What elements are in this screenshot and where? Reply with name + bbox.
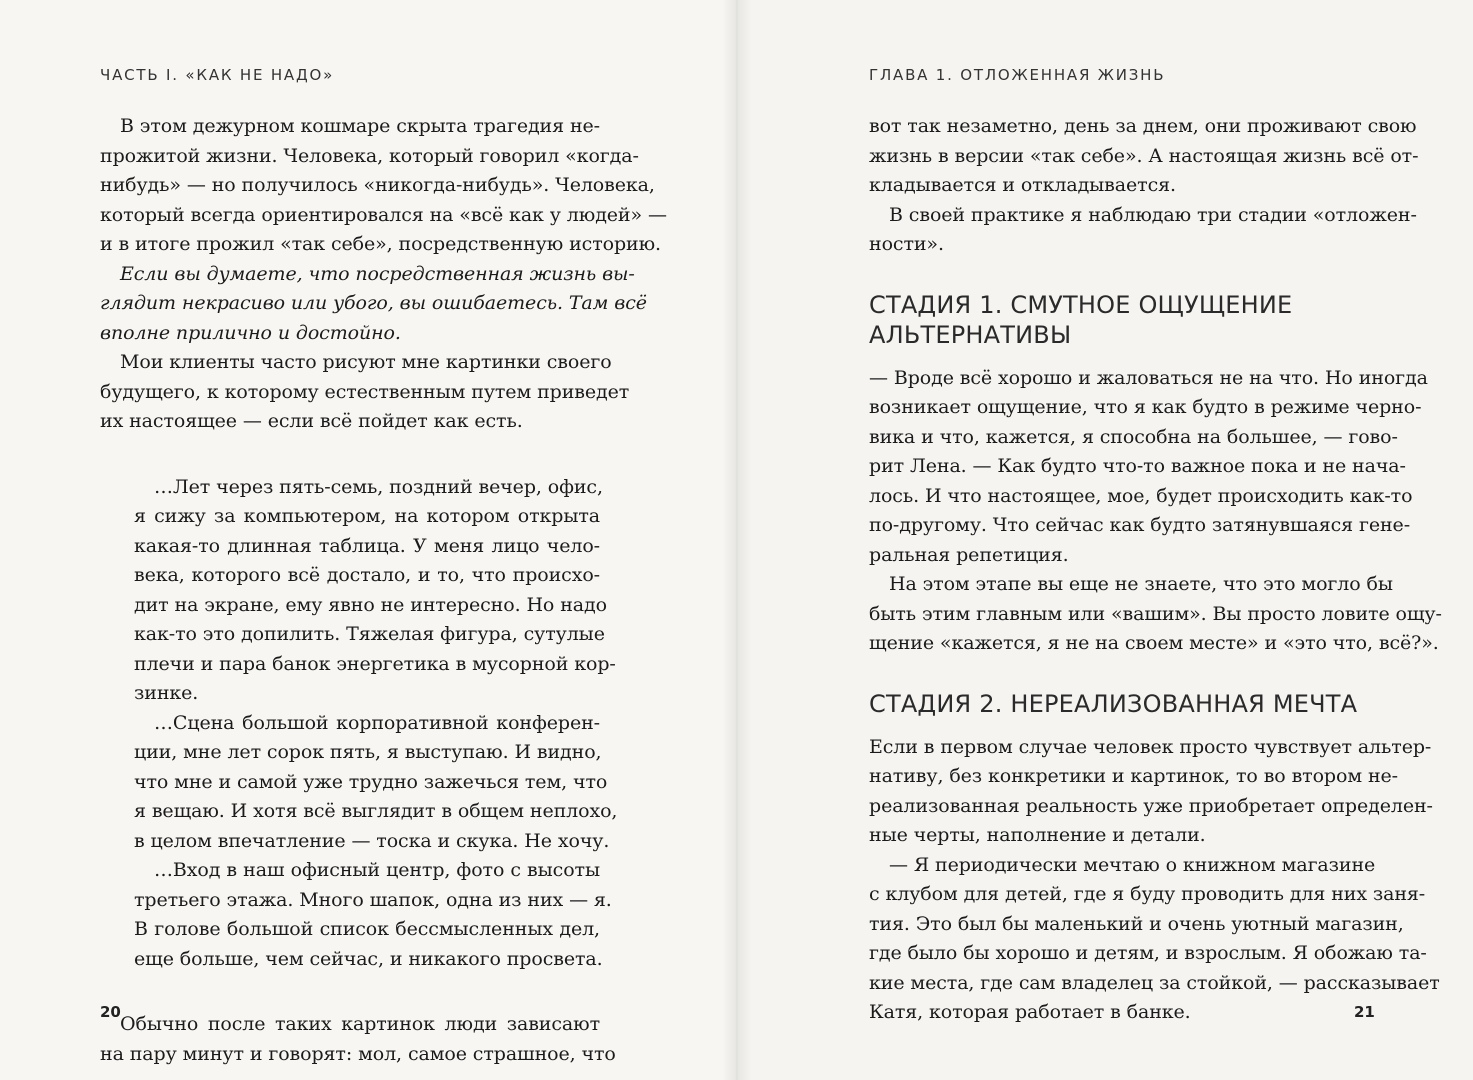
spacer bbox=[100, 437, 600, 473]
text-line: их настоящее — если всё пойдет как есть. bbox=[100, 410, 523, 432]
paragraph bbox=[100, 348, 630, 437]
text-line: я сижу за компьютером, на котором открыта bbox=[134, 505, 600, 527]
text-line: вика и что, кажется, я способна на большее, — гово- bbox=[869, 425, 1398, 448]
text-line: лось. И что настоящее, мое, будет происходить как-то bbox=[869, 484, 1413, 507]
text-line: Если в первом случае человек просто чувствует альтер- bbox=[869, 735, 1432, 758]
text-line: возникает ощущение, что я как будто в режиме черно- bbox=[869, 396, 1422, 418]
text-line: по-другому. Что сейчас как будто затянувшаяся гене- bbox=[869, 514, 1411, 536]
text-line: кие места, где сам владелец за стойкой, — рассказывает bbox=[869, 971, 1440, 994]
left-page-body bbox=[100, 112, 667, 1069]
book-gutter bbox=[722, 0, 752, 1080]
section-heading-stage-2: СТАДИЯ 2. НЕРЕАЛИЗОВАННАЯ МЕЧТА bbox=[869, 689, 1358, 718]
text-line: нибудь» — но получилось «никогда-нибудь». Человека, bbox=[100, 174, 655, 196]
text-line: что мне и самой уже трудно зажечься тем, что bbox=[134, 770, 608, 793]
text-line: вот так незаметно, день за днем, они проживают свою bbox=[869, 115, 1417, 137]
left-page bbox=[0, 0, 736, 1080]
heading-line: СТАДИЯ 1. СМУТНОЕ ОЩУЩЕНИЕ bbox=[869, 290, 1293, 319]
text-line: …Лет через пять-семь, поздний вечер, офис, bbox=[154, 475, 603, 498]
text-line: глядит некрасиво или убого, вы ошибаетесь. Там всё bbox=[100, 292, 647, 314]
text-line: …Сцена большой корпоративной конферен- bbox=[154, 711, 600, 734]
spacer bbox=[100, 974, 600, 1010]
text-line: с клубом для детей, где я буду проводить для них заня- bbox=[869, 883, 1426, 905]
paragraph bbox=[869, 112, 1419, 201]
text-line: В голове большой список бессмысленных дел, bbox=[134, 918, 600, 940]
text-line: Катя, которая работает в банке. bbox=[869, 1001, 1191, 1023]
paragraph bbox=[869, 364, 1428, 571]
spacer bbox=[869, 350, 1374, 364]
spacer bbox=[869, 719, 1374, 733]
text-line: который всегда ориентировался на «всё как у людей» — bbox=[100, 203, 667, 226]
left-running-head: ЧАСТЬ I. «КАК НЕ НАДО» bbox=[100, 66, 335, 84]
right-running-head: ГЛАВА 1. ОТЛОЖЕННАЯ ЖИЗНЬ bbox=[869, 66, 1166, 84]
text-line: прожитой жизни. Человека, который говорил «когда- bbox=[100, 144, 639, 167]
text-line: какая-то длинная таблица. У меня лицо чело- bbox=[134, 534, 600, 557]
paragraph bbox=[869, 733, 1433, 851]
text-line: ности». bbox=[869, 233, 944, 255]
left-page-number: 20 bbox=[100, 1003, 121, 1021]
text-line: щение «кажется, я не на своем месте» и «это что, всё?». bbox=[869, 632, 1439, 654]
section-heading-stage-1 bbox=[869, 290, 1374, 350]
text-line: — Я периодически мечтаю о книжном магазине bbox=[889, 853, 1376, 876]
text-line: В своей практике я наблюдаю три стадии «отложен- bbox=[889, 203, 1417, 226]
text-line: плечи и пара банок энергетика в мусорной кор- bbox=[134, 652, 616, 675]
text-line: где было бы хорошо и детям, и взрослым. Я обожаю та- bbox=[869, 942, 1427, 964]
spacer bbox=[869, 659, 1374, 689]
paragraph bbox=[869, 201, 1417, 260]
right-page-body bbox=[869, 112, 1442, 1028]
text-line: еще больше, чем сейчас, и никакого просвета. bbox=[134, 947, 603, 970]
text-line: ральная репетиция. bbox=[869, 543, 1069, 566]
text-line: …Вход в наш офисный центр, фото с высоты bbox=[154, 859, 600, 881]
text-line: ные черты, наполнение и детали. bbox=[869, 824, 1206, 846]
text-line: зинке. bbox=[134, 682, 199, 704]
text-line: Мои клиенты часто рисуют мне картинки своего bbox=[120, 351, 612, 373]
text-line: третьего этажа. Много шапок, одна из них — я. bbox=[134, 888, 612, 911]
text-line: реализованная реальность уже приобретает определен- bbox=[869, 794, 1433, 817]
text-line: и в итоге прожил «так себе», посредственную историю. bbox=[100, 233, 661, 255]
text-line: в целом впечатление — тоска и скука. Не хочу. bbox=[134, 829, 610, 852]
quote-paragraph bbox=[134, 709, 618, 857]
text-line: рит Лена. — Как будто что-то важное пока и не нача- bbox=[869, 455, 1406, 477]
paragraph bbox=[869, 851, 1440, 1028]
text-line: вполне прилично и достойно. bbox=[100, 321, 401, 344]
right-page bbox=[736, 0, 1473, 1080]
text-line: века, которого всё достало, и то, что происхо- bbox=[134, 564, 600, 586]
text-line: я вещаю. И хотя всё выглядит в общем неплохо, bbox=[134, 800, 618, 822]
italic-paragraph bbox=[100, 260, 647, 349]
text-line: жизнь в версии «так себе». А настоящая жизнь всё от- bbox=[869, 144, 1419, 167]
text-line: тия. Это был бы маленький и очень уютный магазин, bbox=[869, 912, 1404, 935]
quote-paragraph bbox=[134, 473, 616, 709]
text-line: будущего, к которому естественным путем приведет bbox=[100, 380, 630, 403]
paragraph bbox=[100, 1010, 616, 1069]
text-line: — Вроде всё хорошо и жаловаться не на что. Но иногда bbox=[869, 366, 1428, 389]
text-line: На этом этапе вы еще не знаете, что это могло бы bbox=[889, 573, 1393, 595]
text-line: кладывается и откладывается. bbox=[869, 174, 1176, 196]
text-line: ции, мне лет сорок пять, я выступаю. И видно, bbox=[134, 741, 602, 763]
text-line: В этом дежурном кошмаре скрыта трагедия не- bbox=[120, 115, 600, 137]
text-line: быть этим главным или «вашим». Вы просто ловите ощу- bbox=[869, 602, 1442, 625]
paragraph bbox=[100, 112, 667, 260]
text-line: Обычно после таких картинок люди зависают bbox=[120, 1013, 600, 1035]
paragraph bbox=[869, 570, 1442, 659]
client-picture-quote bbox=[134, 473, 618, 975]
quote-paragraph bbox=[134, 856, 612, 974]
text-line: нативу, без конкретики и картинок, то во втором не- bbox=[869, 765, 1398, 787]
text-line: как-то это допилить. Тяжелая фигура, сутулые bbox=[134, 623, 605, 645]
text-line: на пару минут и говорят: мол, самое страшное, что bbox=[100, 1042, 616, 1065]
right-page-number: 21 bbox=[1354, 1003, 1375, 1021]
text-line: Если вы думаете, что посредственная жизнь вы- bbox=[120, 262, 635, 285]
text-line: дит на экране, ему явно не интересно. Но надо bbox=[134, 593, 607, 616]
spacer bbox=[869, 260, 1374, 290]
heading-line: АЛЬТЕРНАТИВЫ bbox=[869, 320, 1072, 349]
